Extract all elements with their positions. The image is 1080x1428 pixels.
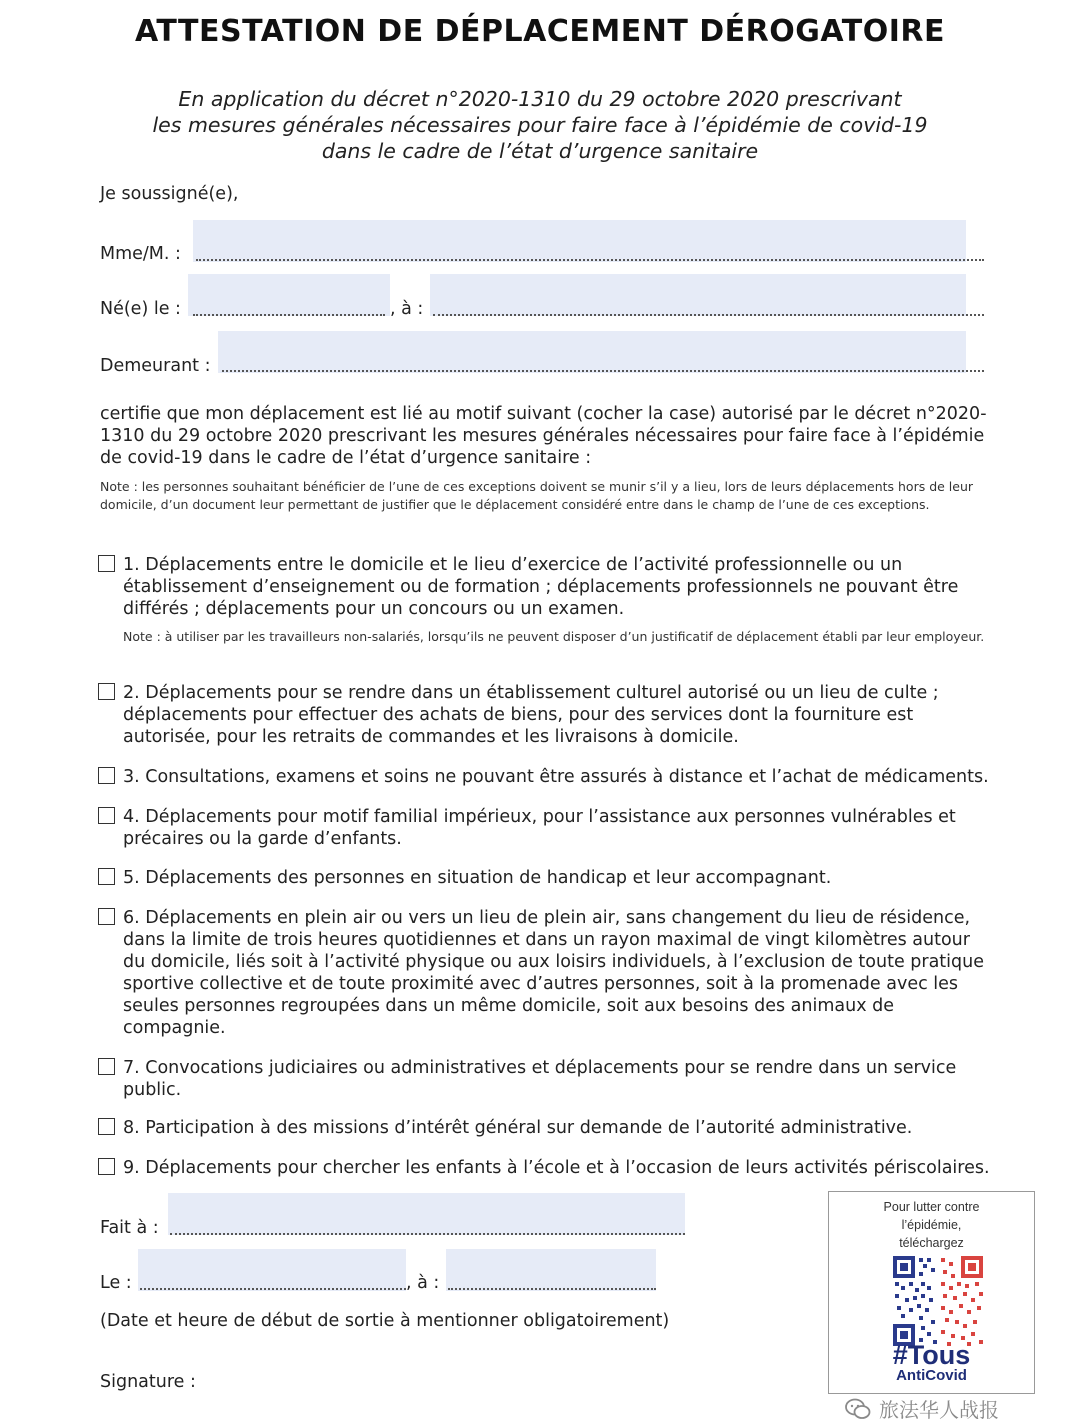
signature-label: Signature : [100,1372,196,1392]
name-field[interactable] [193,220,966,262]
le-label: Le : [100,1273,132,1293]
le-time-dotted-line [448,1288,656,1290]
option-2-checkbox[interactable] [98,683,115,700]
le-date-dotted-line [140,1288,406,1290]
option-8-text: 8. Participation à des missions d’intérêt général sur demande de l’autorité administrative. [123,1118,913,1138]
option-8-checkbox[interactable] [98,1118,115,1135]
address-label: Demeurant : [100,356,211,376]
option-6 [98,907,993,1039]
option-1 [98,554,993,646]
option-7 [98,1057,993,1101]
option-1-text: 1. Déplacements entre le domicile et le lieu d’exercice de l’activité professionnelle ou un établissement d’enseignement ou de formation ; déplacements professionnels ne pouvant être différés ; déplacements pour un concours ou un examen. [123,555,959,619]
subtitle [0,86,1080,164]
option-5 [98,867,993,889]
birth-place-dotted-line [433,314,984,316]
fait-field[interactable] [168,1193,685,1235]
wechat-icon [845,1398,871,1420]
birth-date-label: Né(e) le : [100,299,181,319]
option-3 [98,766,993,788]
qr-code-icon[interactable] [891,1254,985,1348]
qr-promo-box [828,1191,1035,1394]
option-3-checkbox[interactable] [98,767,115,784]
watermark [845,1394,999,1423]
option-1-note: Note : à utiliser par les travailleurs non-salariés, lorsqu’ils ne peuvent disposer d’un justificatif de déplacement établi par leur employeur. [123,629,985,644]
address-field[interactable] [218,331,966,373]
option-6-checkbox[interactable] [98,908,115,925]
subtitle-line-2: les mesures générales nécessaires pour faire face à l’épidémie de covid-19 [152,113,928,137]
subtitle-line-1: En application du décret n°2020-1310 du 29 octobre 2020 prescrivant [178,87,902,111]
hashtag-title: #Tous [892,1340,971,1370]
name-label: Mme/M. : [100,244,181,264]
qr-caption-line-1: Pour lutter contre [883,1200,980,1214]
option-2-text: 2. Déplacements pour se rendre dans un établissement culturel autorisé ou un lieu de culte ; déplacements pour effectuer des achats de biens, pour des services dont la fourniture est autorisée, pour les retraits de commandes et les livraisons à domicile. [123,683,939,747]
le-date-field[interactable] [138,1249,406,1291]
option-4 [98,806,993,850]
date-note: (Date et heure de début de sortie à mentionner obligatoirement) [100,1311,670,1331]
watermark-text: 旅法华人战报 [879,1398,999,1422]
main-note: Note : les personnes souhaitant bénéficier de l’une de ces exceptions doivent se munir s’il y a lieu, lors de leurs déplacements hors de leur domicile, d’un document leur permettant de justifier que le déplacement considéré entre dans le champ de l’une de ces exceptions. [100,479,974,512]
option-7-text: 7. Convocations judiciaires ou administratives et déplacements pour se rendre dans un service public. [123,1058,957,1100]
option-9-checkbox[interactable] [98,1158,115,1175]
intro-text: Je soussigné(e), [100,184,239,204]
fait-label: Fait à : [100,1218,159,1238]
option-1-checkbox[interactable] [98,555,115,572]
qr-caption [829,1198,1034,1252]
certify-text: certifie que mon déplacement est lié au motif suivant (cocher la case) autorisé par le décret n°2020-1310 du 29 octobre 2020 prescrivant les mesures générales nécessaires pour faire face à l’épidémie de covid-19 dans le cadre de l’état d’urgence sanitaire : [100,404,987,468]
option-3-text: 3. Consultations, examens et soins ne pouvant être assurés à distance et l’achat de médicaments. [123,767,989,787]
le-time-field[interactable] [446,1249,656,1291]
le-time-label: , à : [406,1273,440,1293]
birth-date-field[interactable] [188,274,390,316]
option-4-checkbox[interactable] [98,807,115,824]
option-5-checkbox[interactable] [98,868,115,885]
birth-place-field[interactable] [430,274,966,316]
qr-caption-line-3: téléchargez [899,1236,964,1250]
option-4-text: 4. Déplacements pour motif familial impérieux, pour l’assistance aux personnes vulnérables et précaires ou la garde d’enfants. [123,807,956,849]
address-dotted-line [222,370,984,372]
option-8 [98,1117,993,1139]
birth-date-dotted-line [193,314,385,316]
qr-caption-line-2: l’épidémie, [901,1218,962,1232]
birth-place-label: , à : [390,299,424,319]
hashtag-subtitle: AntiCovid [896,1367,967,1384]
option-5-text: 5. Déplacements des personnes en situation de handicap et leur accompagnant. [123,868,832,888]
option-9-text: 9. Déplacements pour chercher les enfants à l’école et à l’occasion de leurs activités périscolaires. [123,1158,990,1178]
page-title: ATTESTATION DE DÉPLACEMENT DÉROGATOIRE [135,14,945,49]
option-9 [98,1157,993,1179]
option-6-text: 6. Déplacements en plein air ou vers un lieu de plein air, sans changement du lieu de résidence, dans la limite de trois heures quotidiennes et dans un rayon maximal de vingt kilomètres autour du domicile, liés soit à l’activité physique ou aux loisirs individuels, à l’exclusion de toute pratique sportive collective et de toute proximité avec d’autres personnes, soit à la promenade avec les seules personnes regroupées dans un même domicile, soit aux besoins des animaux de compagnie. [123,908,984,1038]
name-dotted-line [196,259,984,261]
option-2 [98,682,993,748]
option-7-checkbox[interactable] [98,1058,115,1075]
fait-dotted-line [170,1233,685,1235]
subtitle-line-3: dans le cadre de l’état d’urgence sanitaire [321,139,759,163]
